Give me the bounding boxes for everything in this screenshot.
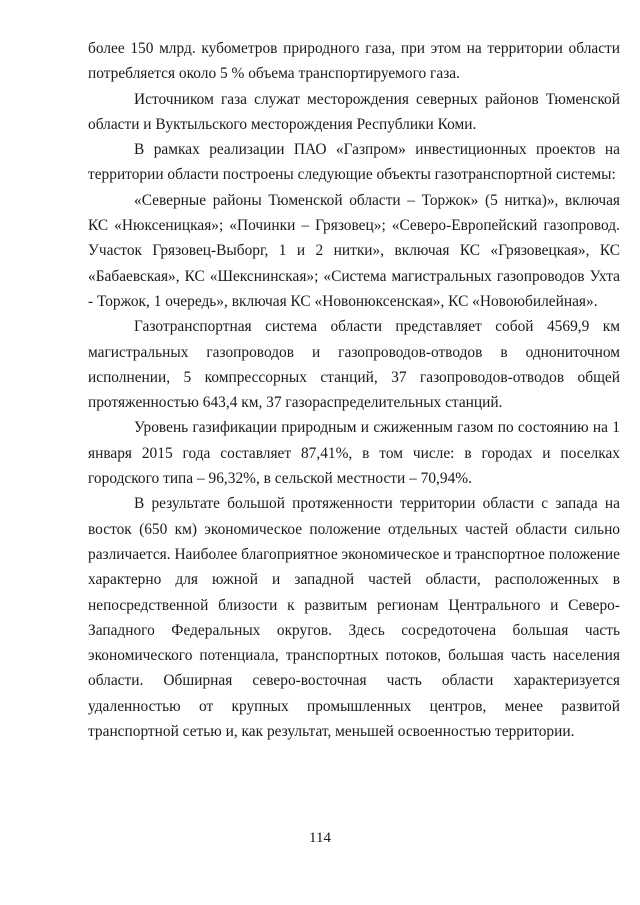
paragraph-gas-volume: более 150 млрд. кубометров природного газа, при этом на территории области потребляется около 5 % объема транспортируемого газа. bbox=[88, 40, 620, 83]
paragraph-pipeline-list: «Северные районы Тюменской области – Торжок» (5 нитка)», включая КС «Нюксеницкая»; «Починки – Грязовец»; «Северо-Европейский газопровод. Участок Грязовец-Выборг, 1 и 2 нитки», включая КС «Грязовецкая», КС «Бабаевская», КС «Шекснинская»; «Система магистральных газопроводов Ухта - Торжок, 1 очередь», включая КС «Новонюксенская», КС «Новоюбилейная». bbox=[88, 191, 620, 310]
paragraph-gasification-level: Уровень газификации природным и сжиженным газом по состоянию на 1 января 2015 года составляет 87,41%, в том числе: в городах и поселках городского типа – 96,32%, в сельской местности – 70,94%. bbox=[88, 419, 620, 488]
paragraph-gazprom-projects: В рамках реализации ПАО «Газпром» инвестиционных проектов на территории области построены следующие объекты газотранспортной системы: bbox=[88, 141, 620, 184]
document-body bbox=[88, 36, 620, 744]
paragraph-gas-system: Газотранспортная система области представляет собой 4569,9 км магистральных газопроводов и газопроводов-отводов в однониточном исполнении, 5 компрессорных станций, 37 газопроводов-отводов общей протяженностью 643,4 км, 37 газораспределительных станций. bbox=[88, 318, 620, 412]
page-number: 114 bbox=[309, 830, 331, 846]
paragraph-economic-position: В результате большой протяженности территории области с запада на восток (650 км) экономическое положение отдельных частей области сильно различается. Наиболее благоприятное экономическое и транспортное положение характерно для южной и западной частей области, расположенных в непосредственной близости к развитым регионам Центрального и Северо-Западного Федеральных округов. Здесь сосредоточена большая часть экономического потенциала, транспортных потоков, большая часть населения области. Обширная северо-восточная часть области характеризуется удаленностью от крупных промышленных центров, менее развитой транспортной сетью и, как результат, меньшей освоенностью территории. bbox=[88, 495, 620, 741]
paragraph-gas-sources: Источником газа служат месторождения северных районов Тюменской области и Вуктыльского месторождения Республики Коми. bbox=[88, 90, 620, 133]
